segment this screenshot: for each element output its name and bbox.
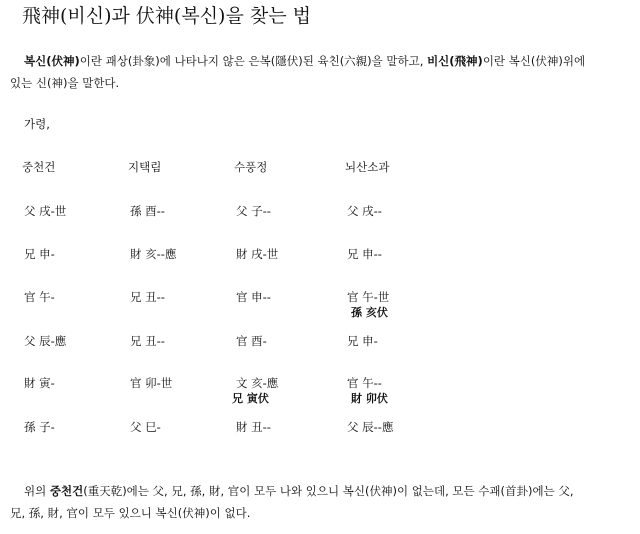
intro-text-2: 이란 복신(伏神)위에 있는 신(神)을 말한다. [10, 54, 586, 90]
hexagram-line: 兄 丑-- [130, 290, 165, 304]
hexagram-line: 官 申-- [236, 290, 271, 304]
hexagram-line: 孫 酉-- [130, 204, 165, 218]
hexagram-line: 父 辰-應 [24, 334, 67, 348]
hexagram-line: 兄 申- [347, 334, 378, 348]
hexagram-line: 文 亥-應 [236, 376, 279, 390]
hexagram-line: 兄 丑-- [130, 334, 165, 348]
hexagram-line: 父 子-- [236, 204, 271, 218]
hexagram-line: 兄 申-- [347, 247, 382, 261]
example-label: 가령, [24, 117, 50, 131]
hexagram-line: 官 午-- [347, 376, 382, 390]
conclusion-term: 중천건 [49, 484, 84, 498]
hidden-spirit-label: 兄 寅伏 [232, 392, 269, 405]
hexagram-line: 父 戌-世 [24, 204, 67, 218]
intro-text-1: 이란 괘상(卦象)에 나타나지 않은 은복(隱伏)된 육친(六親)을 말하고, [79, 54, 428, 68]
hidden-spirit-label: 孫 亥伏 [351, 306, 388, 319]
page-title: 飛神(비신)과 伏神(복신)을 찾는 법 [22, 5, 311, 27]
hexagram-line: 財 亥--應 [130, 247, 177, 261]
conclusion-paragraph [10, 480, 592, 524]
hexagram-line: 父 辰--應 [347, 420, 394, 434]
hexagram-line: 孫 子- [24, 420, 55, 434]
hexagram-line: 官 午- [24, 290, 55, 304]
intro-term-boksin: 복신(伏神) [24, 54, 80, 68]
hexagram-line: 官 酉- [236, 334, 267, 348]
hidden-spirit-label: 財 卯伏 [351, 392, 388, 405]
hexagram-name: 수풍정 [234, 160, 268, 174]
hexagram-line: 父 巳- [130, 420, 161, 434]
hexagram-line: 財 戌-世 [236, 247, 279, 261]
hexagram-name: 지택림 [128, 160, 162, 174]
hexagram-line: 兄 申- [24, 247, 55, 261]
hexagram-line: 父 戌-- [347, 204, 382, 218]
hexagram-line: 官 卯-世 [130, 376, 173, 390]
hexagram-line: 財 寅- [24, 376, 55, 390]
intro-paragraph [10, 50, 592, 94]
hexagram-line: 官 午-世 [347, 290, 390, 304]
hexagram-line: 財 丑-- [236, 420, 271, 434]
hexagram-name: 뇌산소과 [345, 160, 390, 174]
conclusion-text-2: (重天乾)에는 父, 兄, 孫, 財, 官이 모두 나와 있으니 복신(伏神)이 없는데, 모든 수괘(首卦)에는 父, 兄, 孫, 財, 官이 모두 있으니 복신(伏神)이 없다. [10, 484, 574, 520]
conclusion-text-1: 위의 [24, 484, 50, 498]
hexagram-name: 중천건 [22, 160, 56, 174]
intro-term-bisin: 비신(飛神) [427, 54, 483, 68]
